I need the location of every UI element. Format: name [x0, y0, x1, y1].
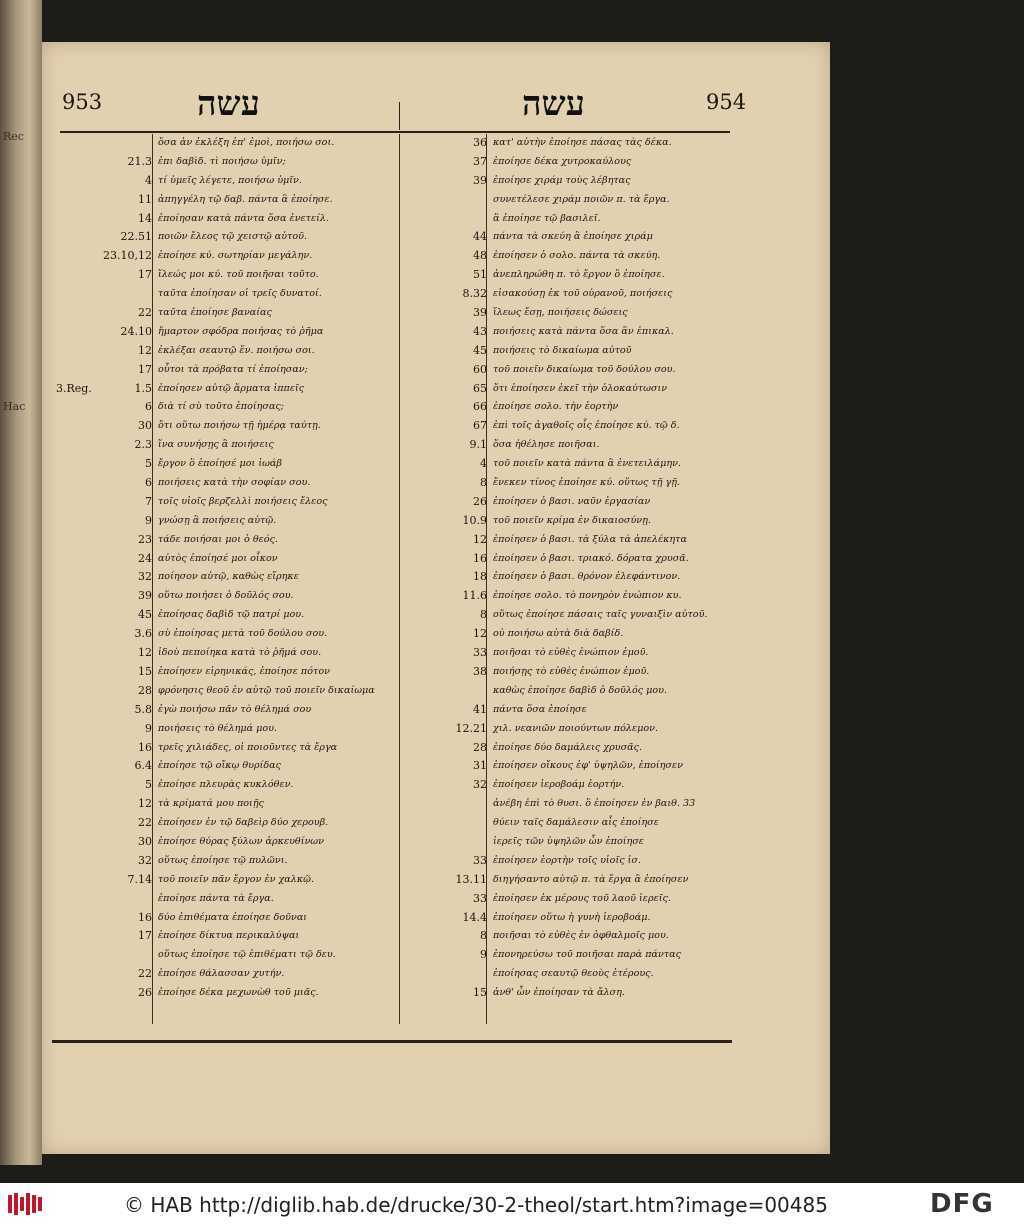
verse-reference: 31 [473, 759, 487, 773]
verse-reference: 14 [138, 211, 152, 225]
entry-text: ἐποίησεν ἱεροβοάμ ἑορτήν. [493, 779, 625, 791]
concordance-entry [56, 645, 391, 664]
concordance-entry [407, 910, 737, 929]
concordance-entry [407, 664, 737, 683]
verse-reference: 66 [473, 400, 487, 414]
concordance-entry [56, 418, 391, 437]
verse-reference: 12 [473, 532, 487, 546]
verse-reference: 45 [138, 608, 152, 622]
entry-text: τοῦ ποιεῖν πᾶν ἔργον ἐν χαλκῷ. [158, 873, 315, 885]
verse-reference: 14.4 [462, 910, 487, 924]
concordance-entry [56, 456, 391, 475]
column-divider [399, 134, 400, 1024]
entry-text: ἐποίησε δέκα χυτροκαύλους [493, 155, 632, 167]
concordance-entry [56, 211, 391, 230]
entry-text: ἐποίησεν εἰρηνικάς, ἐποίησε πότον [158, 665, 330, 677]
concordance-entry [407, 834, 737, 853]
concordance-entry [407, 607, 737, 626]
right-concordance-column [407, 135, 737, 1004]
verse-reference: 3.6 [134, 627, 152, 641]
verse-reference: 10.9 [462, 513, 487, 527]
concordance-entry [56, 758, 391, 777]
verse-reference: 1.5 [134, 381, 152, 395]
entry-text: ἐποίησε δέκα μεχωνὼθ τοῦ μιᾶς. [158, 987, 319, 999]
verse-reference: 22.51 [120, 230, 152, 244]
verse-reference: 36 [473, 136, 487, 149]
concordance-entry [56, 475, 391, 494]
left-column-heading: עשה [197, 84, 260, 124]
verse-reference: 21.3 [127, 154, 152, 168]
verse-reference: 12 [138, 343, 152, 357]
verse-reference: 28 [138, 683, 152, 697]
concordance-entry [56, 192, 391, 211]
concordance-entry [407, 740, 737, 759]
verse-reference: 6 [145, 400, 152, 414]
concordance-entry [56, 664, 391, 683]
concordance-entry [56, 702, 391, 721]
verse-reference: 39 [473, 306, 487, 320]
entry-text: καθὼς ἐποίησε δαβὶδ ὁ δοῦλός μου. [493, 684, 668, 696]
verse-reference: 5 [145, 778, 152, 792]
verse-reference: 32 [138, 570, 152, 584]
verse-reference: 11 [138, 192, 152, 206]
verse-reference: 26 [473, 494, 487, 508]
concordance-entry [407, 551, 737, 570]
concordance-entry [407, 702, 737, 721]
verse-reference: 6 [145, 476, 152, 490]
entry-text: οὗτοι τὰ πρόβατα τί ἐποίησαν; [158, 363, 308, 375]
entry-text: ἀπηγγέλη τῷ δαβ. πάντα ἃ ἐποίησε. [158, 193, 333, 205]
entry-text: ἐποίησε πλευρὰς κυκλόθεν. [158, 779, 294, 791]
dfg-logo-icon: DFG [930, 1189, 994, 1219]
concordance-entry [407, 381, 737, 400]
concordance-entry [56, 324, 391, 343]
entry-text: τοῦ ποιεῖν κατὰ πάντα ἃ ἐνετειλάμην. [493, 458, 681, 470]
verse-reference: 51 [473, 268, 487, 282]
concordance-entry [407, 532, 737, 551]
entry-text: ἃ ἐποίησε τῷ βασιλεῖ. [493, 212, 601, 224]
concordance-entry [407, 286, 737, 305]
verse-reference: 67 [473, 419, 487, 433]
verse-reference: 44 [473, 230, 487, 244]
verse-reference: 4 [480, 457, 487, 471]
verse-reference: 65 [473, 381, 487, 395]
entry-text: ἀνθ' ὧν ἐποίησαν τὰ ἄλση. [493, 987, 625, 999]
entry-text: ἐποίησε πάντα τὰ ἔργα. [158, 892, 274, 904]
entry-text: τοῦ ποιεῖν κρίμα ἐν δικαιοσύνῃ. [493, 514, 651, 526]
verse-reference: 33 [473, 646, 487, 660]
concordance-entry [407, 229, 737, 248]
verse-reference: 38 [473, 664, 487, 678]
verse-reference: 13.11 [455, 872, 487, 886]
entry-text: ὅσα ἠθέλησε ποιῆσαι. [493, 439, 600, 451]
concordance-entry [407, 966, 737, 985]
verse-reference: 16 [138, 740, 152, 754]
concordance-entry [56, 569, 391, 588]
concordance-entry [407, 475, 737, 494]
verse-reference: 37 [473, 154, 487, 168]
concordance-entry [56, 362, 391, 381]
concordance-entry [56, 834, 391, 853]
entry-text: ἐποίησεν ἐν τῷ δαβεὶρ δύο χερουβ. [158, 817, 329, 829]
entry-text: ἀνεπληρώθη π. τὸ ἔργον ὃ ἐποίησε. [493, 269, 665, 281]
entry-text: τί ὑμεῖς λέγετε, ποιήσω ὑμῖν. [158, 174, 302, 186]
entry-text: ποιήσεις κατὰ τὴν σοφίαν σου. [158, 477, 311, 489]
concordance-entry [56, 777, 391, 796]
entry-text: κατ' αὐτὴν ἐποίησε πάσας τὰς δέκα. [493, 137, 672, 148]
verse-reference: 28 [473, 740, 487, 754]
concordance-entry [407, 626, 737, 645]
concordance-entry [407, 437, 737, 456]
entry-text: ἐποίησεν ὁ σολο. πάντα τὰ σκεύη. [493, 250, 661, 262]
concordance-entry [56, 437, 391, 456]
concordance-entry [407, 815, 737, 834]
concordance-entry [407, 456, 737, 475]
concordance-entry [407, 891, 737, 910]
verse-reference: 22 [138, 967, 152, 981]
entry-text: ἐποίησας σεαυτῷ θεοὺς ἑτέρους. [493, 968, 654, 980]
concordance-entry [407, 154, 737, 173]
concordance-entry [56, 626, 391, 645]
concordance-entry [56, 607, 391, 626]
entry-text: ἱερεῖς τῶν ὑψηλῶν ὧν ἐποίησε [493, 835, 644, 847]
book-page [42, 42, 830, 1154]
adjacent-page-edge [0, 0, 42, 1165]
entry-text: ἐποίησαν κατὰ πάντα ὅσα ἐνετείλ. [158, 212, 330, 224]
concordance-entry [407, 324, 737, 343]
concordance-entry [407, 758, 737, 777]
verse-reference: 33 [473, 853, 487, 867]
concordance-entry [407, 928, 737, 947]
concordance-entry [56, 740, 391, 759]
verse-reference: 9 [145, 721, 152, 735]
entry-text: αὐτὸς ἐποίησέ μοι οἶκον [158, 552, 278, 564]
concordance-entry [56, 229, 391, 248]
verse-reference: 26 [138, 986, 152, 1000]
entry-text: σὺ ἐποίησας μετὰ τοῦ δούλου σου. [158, 628, 328, 640]
entry-text: ἐποίησεν ὁ βασι. ναῦν ἐργασίαν [493, 495, 651, 507]
verse-reference: 24.10 [120, 324, 152, 338]
verse-reference: 5.8 [134, 702, 152, 716]
entry-text: ἐποίησε δύο δαμάλεις χρυσᾶς. [493, 741, 643, 753]
verse-reference: 16 [138, 910, 152, 924]
edge-marginal-text: Rec [3, 130, 24, 143]
concordance-entry [56, 399, 391, 418]
hab-logo-icon [6, 1191, 46, 1217]
verse-reference: 23.10,12 [103, 249, 152, 263]
entry-text: ἐποίησεν οἴκους ἐφ' ὑψηλῶν, ἐποίησεν [493, 760, 683, 772]
right-page-number: 954 [706, 90, 747, 114]
concordance-entry [407, 513, 737, 532]
entry-text: οὕτως ἐποίησε τῷ πυλῶνι. [158, 854, 288, 866]
entry-text: ποιῶν ἔλεος τῷ χειστῷ αὐτοῦ. [158, 231, 308, 243]
concordance-entry [56, 966, 391, 985]
entry-text: ὅτι οὕτω ποιήσω τῇ ἡμέρᾳ ταύτῃ. [158, 420, 321, 432]
concordance-entry [56, 853, 391, 872]
entry-text: ἵλεώς μοι κύ. τοῦ ποιῆσαι τοῦτο. [158, 269, 319, 281]
concordance-entry [56, 532, 391, 551]
verse-reference: 9 [480, 948, 487, 962]
right-column-heading: עשה [522, 84, 585, 124]
concordance-entry [56, 985, 391, 1004]
entry-text: ἔργον ὃ ἐποίησέ μοι ἰωάβ [158, 458, 282, 470]
entry-text: οὕτως ἐποίησε τῷ ἐπιθέματι τῷ δευ. [158, 949, 336, 961]
verse-reference: 32 [138, 853, 152, 867]
entry-text: ταῦτα ἐποίησε βαναίας [158, 307, 272, 319]
verse-reference: 60 [473, 362, 487, 376]
verse-reference: 9 [145, 513, 152, 527]
concordance-entry [407, 985, 737, 1004]
concordance-entry [56, 891, 391, 910]
concordance-entry [407, 947, 737, 966]
page-header [42, 82, 830, 126]
verse-reference: 22 [138, 816, 152, 830]
concordance-entry [56, 286, 391, 305]
concordance-entry [56, 135, 391, 154]
concordance-entry [407, 853, 737, 872]
entry-text: διὰ τί σὺ τοῦτο ἐποίησας; [158, 401, 285, 413]
concordance-entry [56, 343, 391, 362]
entry-text: οὕτως ἐποίησε πάσαις ταῖς γυναιξὶν αὐτοῦ. [493, 609, 708, 621]
concordance-entry [56, 551, 391, 570]
concordance-entry [56, 796, 391, 815]
concordance-entry [56, 721, 391, 740]
entry-text: ἐπονηρεύσω τοῦ ποιῆσαι παρὰ πάντας [493, 949, 681, 961]
entry-text: ἥμαρτον σφόδρα ποιήσας τὸ ῥῆμα [158, 325, 324, 337]
entry-text: ποιήσεις κατὰ πάντα ὅσα ἂν ἐπικαλ. [493, 325, 674, 337]
verse-reference: 12 [138, 646, 152, 660]
left-concordance-column [56, 135, 391, 1004]
verse-reference: 11.6 [462, 589, 487, 603]
verse-reference: 7.14 [127, 872, 152, 886]
verse-reference: 33 [473, 891, 487, 905]
concordance-entry [407, 135, 737, 154]
concordance-entry [407, 569, 737, 588]
concordance-entry [407, 721, 737, 740]
concordance-entry [56, 910, 391, 929]
verse-reference: 9.1 [469, 438, 487, 452]
bottom-rule [52, 1040, 732, 1043]
verse-reference: 43 [473, 324, 487, 338]
concordance-entry [407, 399, 737, 418]
verse-reference: 8 [480, 608, 487, 622]
concordance-entry [56, 928, 391, 947]
header-divider [399, 102, 400, 130]
left-page-number: 953 [62, 90, 103, 114]
verse-reference: 2.3 [134, 438, 152, 452]
verse-reference: 16 [473, 551, 487, 565]
entry-text: συνετέλεσε χιράμ ποιῶν π. τὰ ἔργα. [493, 193, 670, 205]
entry-text: πάντα ὅσα ἐποίησε [493, 703, 587, 715]
concordance-entry [56, 248, 391, 267]
verse-reference: 8 [480, 476, 487, 490]
entry-text: τοῦ ποιεῖν δικαίωμα τοῦ δούλου σου. [493, 363, 676, 375]
concordance-entry [56, 494, 391, 513]
concordance-entry [407, 645, 737, 664]
entry-text: ἐποίησας δαβὶδ τῷ πατρί μου. [158, 609, 305, 621]
concordance-entry [56, 872, 391, 891]
entry-text: ποιῆσαι τὸ εὐθὲς ἐν ὀφθαλμοῖς μου. [493, 930, 669, 942]
entry-text: ἐκλέξαι σεαυτῷ ἕν. ποιήσω σοι. [158, 344, 315, 356]
entry-text: ποιῆσαι τὸ εὐθὲς ἐνώπιον ἐμοῦ. [493, 647, 649, 659]
entry-text: ποιήσεις τὸ θέλημά μου. [158, 722, 278, 734]
concordance-entry [407, 683, 737, 702]
entry-text: ἐγὼ ποιήσω πᾶν τὸ θέλημά σου [158, 703, 312, 715]
entry-text: πάντα τὰ σκεύη ἃ ἐποίησε χιράμ [493, 231, 653, 243]
entry-text: ἐπὶ τοῖς ἀγαθοῖς οἷς ἐποίησε κύ. τῷ δ. [493, 420, 680, 432]
entry-text: τοῖς υἱοῖς βερζελλὶ ποιήσεις ἔλεος [158, 495, 328, 507]
footer-bar [0, 1183, 1024, 1225]
verse-reference: 41 [473, 702, 487, 716]
verse-reference: 12.21 [455, 721, 487, 735]
entry-text: ἰδοὺ πεποίηκα κατὰ τὸ ῥῆμά σου. [158, 647, 322, 659]
entry-text: θύειν ταῖς δαμάλεσιν αἷς ἐποίησε [493, 817, 659, 829]
verse-reference: 17 [138, 268, 152, 282]
verse-reference: 4 [145, 173, 152, 187]
concordance-entry [407, 267, 737, 286]
verse-reference: 39 [138, 589, 152, 603]
concordance-entry [56, 947, 391, 966]
entry-text: ἐποίησε δίκτυα περικαλύψαι [158, 930, 300, 942]
concordance-entry [407, 796, 737, 815]
concordance-entry [56, 513, 391, 532]
entry-text: ποιήσῃς τὸ εὐθὲς ἐνώπιον ἐμοῦ. [493, 665, 650, 677]
entry-text: ἐποίησεν ἑορτὴν τοῖς υἱοῖς ἰσ. [493, 854, 642, 866]
entry-text: ἐποίησεν ὁ βασι. τὰ ξύλα τὰ ἀπελέκητα [493, 533, 687, 545]
concordance-entry [56, 381, 391, 400]
concordance-entry [56, 305, 391, 324]
verse-reference: 22 [138, 306, 152, 320]
verse-reference: 23 [138, 532, 152, 546]
entry-text: ἕνεκεν τίνος ἐποίησε κύ. οὕτως τῇ γῇ. [493, 477, 681, 489]
verse-reference: 8 [480, 929, 487, 943]
verse-reference: 18 [473, 570, 487, 584]
concordance-entry [407, 588, 737, 607]
verse-reference: 12 [138, 797, 152, 811]
concordance-entry [407, 343, 737, 362]
concordance-entry [56, 154, 391, 173]
entry-text: ἐποίησε θάλασσαν χυτήν. [158, 968, 285, 980]
concordance-entry [407, 872, 737, 891]
entry-text: ὅτι ἐποίησεν ἐκεῖ τὴν ὁλοκαύτωσιν [493, 382, 668, 394]
verse-reference: 8.32 [462, 287, 487, 301]
entry-text: διηγήσαντο αὐτῷ π. τὰ ἔργα ἃ ἐποίησεν [493, 873, 689, 885]
verse-reference: 7 [145, 494, 152, 508]
entry-text: ἐποίησε σολο. τὴν ἑορτὴν [493, 401, 619, 413]
entry-text: ταῦτα ἐποίησαν οἱ τρεῖς δυνατοί. [158, 288, 322, 300]
entry-text: ἐποίησεν αὐτῷ ἅρματα ἱππεῖς [158, 382, 305, 394]
concordance-entry [407, 192, 737, 211]
concordance-entry [407, 173, 737, 192]
concordance-entry [56, 588, 391, 607]
entry-text: ἵλεως ἔσῃ, ποιήσεις δώσεις [493, 307, 628, 319]
verse-reference: 45 [473, 343, 487, 357]
entry-text: τρεῖς χιλιάδες, οἱ ποιοῦντες τὰ ἔργα [158, 741, 338, 753]
concordance-entry [407, 494, 737, 513]
entry-text: ὅσα ἀν ἐκλέξη ἐπ' ἐμοὶ, ποιήσω σοι. [158, 137, 335, 148]
verse-reference: 15 [138, 664, 152, 678]
concordance-entry [407, 211, 737, 230]
book-reference: 3.Reg. [56, 381, 92, 395]
entry-text: ἐποίησεν ὁ βασι. θρόνον ἐλεφάντινον. [493, 571, 681, 583]
verse-reference: 30 [138, 834, 152, 848]
entry-text: ἐποίησε τῷ οἴκῳ θυρίδας [158, 760, 282, 772]
verse-reference: 5 [145, 457, 152, 471]
entry-text: ἵνα συνήσῃς ἃ ποιήσεις [158, 439, 274, 451]
entry-text: ποιήσεις τὸ δικαίωμα αὐτοῦ [493, 344, 632, 356]
entry-text: χιλ. νεανιῶν ποιούντων πόλεμον. [493, 722, 659, 734]
entry-text: γνώσῃ ἃ ποιήσεις αὐτῷ. [158, 514, 277, 526]
verse-reference: 24 [138, 551, 152, 565]
verse-reference: 17 [138, 929, 152, 943]
concordance-entry [56, 173, 391, 192]
entry-text: τάδε ποιήσαι μοι ὁ θεός. [158, 533, 278, 545]
entry-text: οὐ ποιήσω αὐτὰ διὰ δαβίδ. [493, 628, 624, 640]
entry-text: εἰσακούσῃ ἐκ τοῦ οὐρανοῦ, ποιήσεις [493, 288, 673, 300]
entry-text: ἀνέβη ἐπὶ τὸ θυσι. ὃ ἐποίησεν ἐν βαιθ. 33 [493, 798, 696, 810]
top-rule [60, 131, 730, 133]
entry-text: φρόνησις θεοῦ ἐν αὐτῷ τοῦ ποιεῖν δικαίωμα [158, 684, 375, 696]
entry-text: δύο ἐπιθέματα ἐποίησε δοῦναι [158, 911, 308, 923]
verse-reference: 39 [473, 173, 487, 187]
copyright-url-text[interactable]: © HAB http://diglib.hab.de/drucke/30-2-theol/start.htm?image=00485 [124, 1193, 828, 1217]
verse-reference: 12 [473, 627, 487, 641]
concordance-entry [56, 815, 391, 834]
concordance-entry [407, 362, 737, 381]
concordance-entry [407, 248, 737, 267]
entry-text: ἐποίησε χιράμ τοὺς λέβητας [493, 174, 631, 186]
verse-reference: 30 [138, 419, 152, 433]
entry-text: ἐποίησε κύ. σωτηρίαν μεγάλην. [158, 250, 313, 262]
concordance-entry [407, 418, 737, 437]
entry-text: τὰ κρίματά μου ποιῇς [158, 798, 264, 810]
verse-reference: 32 [473, 778, 487, 792]
concordance-entry [407, 305, 737, 324]
concordance-entry [56, 683, 391, 702]
verse-reference: 15 [473, 986, 487, 1000]
entry-text: ἐποίησεν ὁ βασι. τριακό. δόρατα χρυσᾶ. [493, 552, 689, 564]
verse-reference: 17 [138, 362, 152, 376]
entry-text: ἐποίησεν οὕτω ἡ γυνὴ ἱεροβοάμ. [493, 911, 651, 923]
concordance-entry [56, 267, 391, 286]
entry-text: ἐπι δαβὶδ. τὶ ποιήσω ὑμῖν; [158, 155, 286, 167]
edge-marginal-text: Hac [3, 400, 26, 413]
entry-text: ἐποίησε σολο. τὸ πονηρὸν ἐνώπιον κυ. [493, 590, 682, 602]
verse-reference: 6.4 [134, 759, 152, 773]
concordance-entry [407, 777, 737, 796]
entry-text: ἐποίησεν ἐκ μέρους τοῦ λαοῦ ἱερεῖς. [493, 892, 671, 904]
verse-reference: 48 [473, 249, 487, 263]
entry-text: ἐποίησε θύρας ξύλων ἀρκευθίνων [158, 835, 324, 847]
entry-text: ποίησον αὐτῷ, καθὼς εἴρηκε [158, 571, 299, 583]
entry-text: οὕτω ποιήσει ὁ δοῦλός σου. [158, 590, 294, 602]
